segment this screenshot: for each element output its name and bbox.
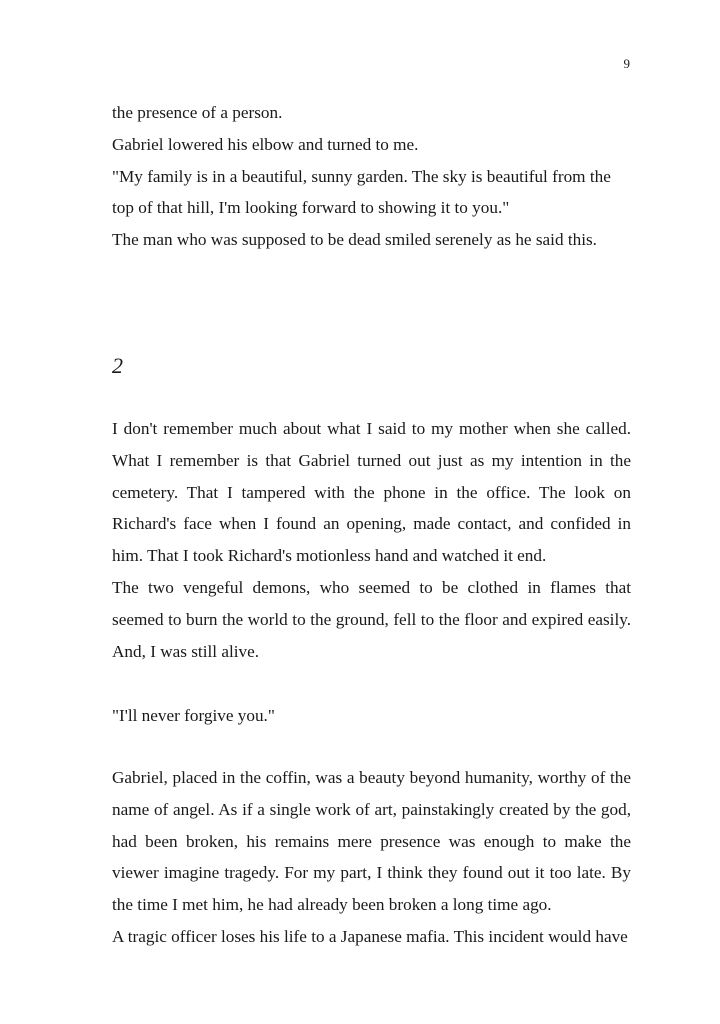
paragraph: the presence of a person. [112, 103, 283, 122]
chapter-number: 2 [112, 353, 123, 378]
paragraph: Gabriel lowered his elbow and turned to me. [112, 134, 419, 154]
quote-block [112, 700, 631, 732]
paragraph: Gabriel, placed in the coffin, was a beauty beyond humanity, worthy of the name of angel. As if a single work of art, painstakingly created by the god, had been broken, his remains mere presence was enough to make the viewer imagine tragedy. For my part, I think they found out it too late. By the time I met him, he had already been broken a long time ago. [112, 768, 631, 915]
closing-text-block [112, 762, 631, 953]
paragraph: I don't remember much about what I said to my mother when she called. What I remember is that Gabriel turned out just as my intention in the cemetery. That I tampered with the phone in the office. The look on Richard's face when I found an opening, made contact, and confided in him. That I took Richard's motionless hand and watched it end. [112, 419, 631, 566]
paragraph: The two vengeful demons, who seemed to be clothed in flames that seemed to burn the world to the ground, fell to the floor and expired easily. And, I was still alive. [112, 577, 631, 661]
paragraph: A tragic officer loses his life to a Japanese mafia. This incident would have [112, 926, 628, 946]
paragraph: "My family is in a beautiful, sunny garden. The sky is beautiful from the top of that hill, I'm looking forward to showing it to you." [112, 166, 611, 218]
dialogue-quote: "I'll never forgive you." [112, 706, 275, 725]
paragraph: The man who was supposed to be dead smiled serenely as he said this. [112, 230, 597, 250]
chapter-text-block [112, 413, 631, 667]
page-number: 9 [623, 56, 630, 71]
opening-text-block [112, 97, 631, 256]
